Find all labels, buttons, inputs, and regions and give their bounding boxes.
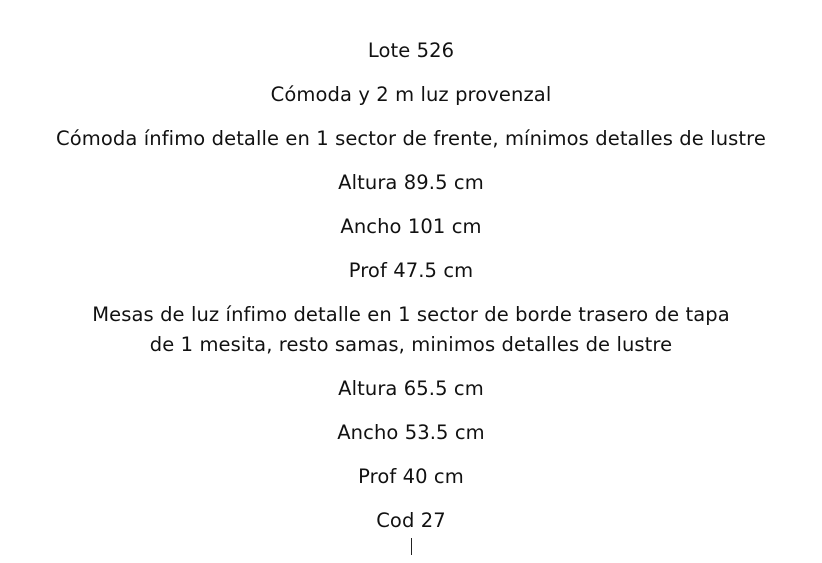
document-line: Prof 47.5 cm <box>348 259 474 282</box>
document-line: Altura 65.5 cm <box>338 377 484 400</box>
document-line: Lote 526 <box>367 39 455 62</box>
document-line: Cómoda ínfimo detalle en 1 sector de frente, mínimos detalles de lustre <box>56 127 766 150</box>
document-line: Altura 89.5 cm <box>338 171 484 194</box>
document-line: Prof 40 cm <box>358 465 464 488</box>
document-body[interactable] <box>38 36 784 535</box>
document-line: Cod 27 <box>376 509 446 532</box>
document-line: Ancho 53.5 cm <box>337 421 485 444</box>
document-line: Cómoda y 2 m luz provenzal <box>270 83 552 106</box>
document-line: Mesas de luz ínfimo detalle en 1 sector de borde trasero de tapa de 1 mesita, resto samas, minimos detalles de lustre <box>92 303 730 356</box>
document-line: Ancho 101 cm <box>340 215 482 238</box>
text-cursor <box>411 538 412 555</box>
